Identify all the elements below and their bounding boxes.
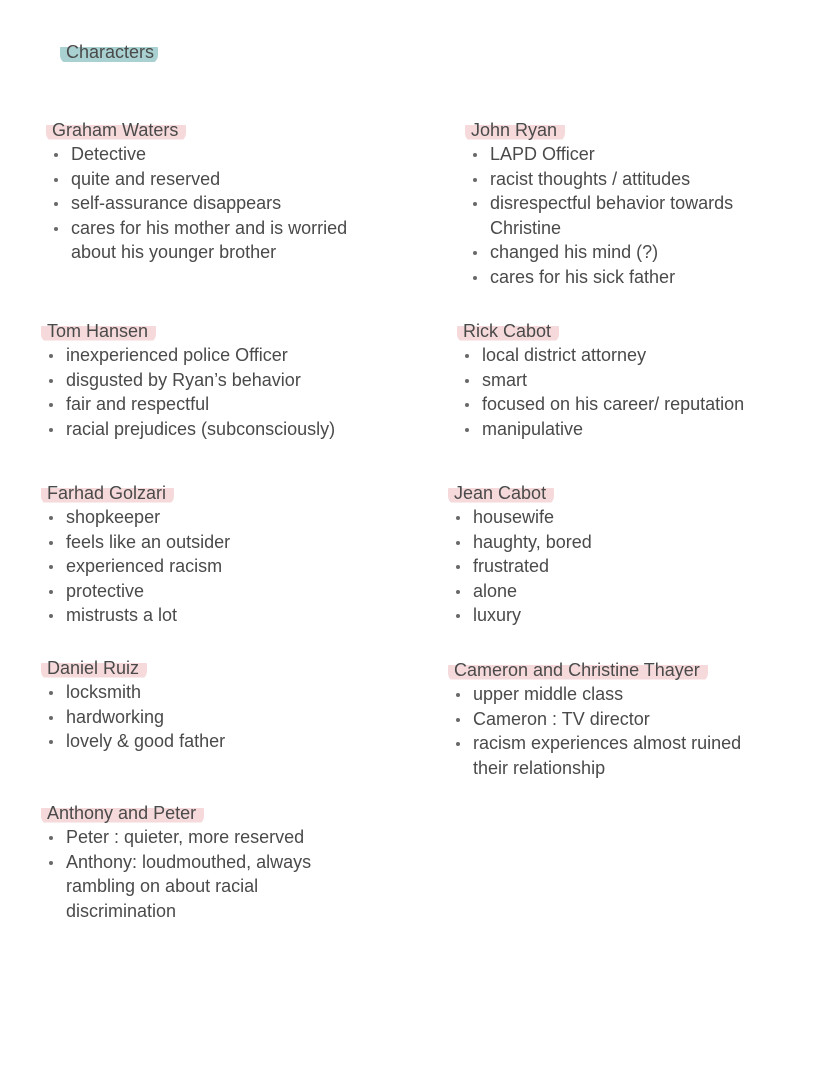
character-daniel-ruiz [47, 656, 377, 754]
character-name: Jean Cabot [448, 481, 554, 505]
trait-list [47, 825, 367, 923]
trait-item: LAPD Officer [471, 142, 781, 167]
trait-list [52, 142, 382, 265]
trait-item: racial prejudices (subconsciously) [47, 417, 407, 442]
character-name: Farhad Golzari [41, 481, 174, 505]
trait-item: shopkeeper [47, 505, 377, 530]
trait-item: upper middle class [454, 682, 744, 707]
trait-list [454, 505, 784, 628]
character-tom-hansen [47, 319, 407, 441]
character-graham-waters [52, 118, 382, 265]
trait-item: racism experiences almost ruined their relationship [454, 731, 744, 780]
character-john-ryan [471, 118, 781, 290]
character-name: John Ryan [465, 118, 565, 142]
trait-item: mistrusts a lot [47, 603, 377, 628]
trait-item: inexperienced police Officer [47, 343, 407, 368]
character-anthony-peter [47, 801, 367, 923]
character-rick-cabot [463, 319, 793, 441]
trait-item: cares for his mother and is worried about his younger brother [52, 216, 382, 265]
trait-list [454, 682, 744, 780]
trait-item: Anthony: loudmouthed, always rambling on about racial discrimination [47, 850, 367, 924]
character-name: Anthony and Peter [41, 801, 204, 825]
trait-item: Peter : quieter, more reserved [47, 825, 367, 850]
trait-item: self-assurance disappears [52, 191, 382, 216]
trait-item: hardworking [47, 705, 377, 730]
trait-item: smart [463, 368, 793, 393]
character-jean-cabot [454, 481, 784, 628]
trait-item: alone [454, 579, 784, 604]
trait-item: cares for his sick father [471, 265, 781, 290]
character-name: Cameron and Christine Thayer [448, 658, 708, 682]
trait-item: frustrated [454, 554, 784, 579]
trait-list [463, 343, 793, 441]
trait-item: lovely & good father [47, 729, 377, 754]
trait-list [47, 680, 377, 754]
trait-item: racist thoughts / attitudes [471, 167, 781, 192]
character-name: Tom Hansen [41, 319, 156, 343]
trait-item: disrespectful behavior towards Christine [471, 191, 781, 240]
trait-item: manipulative [463, 417, 793, 442]
trait-item: feels like an outsider [47, 530, 377, 555]
trait-item: changed his mind (?) [471, 240, 781, 265]
trait-item: protective [47, 579, 377, 604]
trait-item: Detective [52, 142, 382, 167]
trait-item: luxury [454, 603, 784, 628]
trait-item: focused on his career/ reputation [463, 392, 793, 417]
trait-item: quite and reserved [52, 167, 382, 192]
trait-item: fair and respectful [47, 392, 407, 417]
trait-item: local district attorney [463, 343, 793, 368]
trait-item: experienced racism [47, 554, 377, 579]
trait-item: haughty, bored [454, 530, 784, 555]
trait-list [47, 505, 377, 628]
character-name: Rick Cabot [457, 319, 559, 343]
trait-list [47, 343, 407, 441]
trait-item: disgusted by Ryan’s behavior [47, 368, 407, 393]
trait-list [471, 142, 781, 290]
character-cameron-christine-thayer [454, 658, 744, 780]
character-name: Daniel Ruiz [41, 656, 147, 680]
trait-item: housewife [454, 505, 784, 530]
page-title: Characters [60, 40, 158, 64]
trait-item: Cameron : TV director [454, 707, 744, 732]
character-farhad-golzari [47, 481, 377, 628]
character-name: Graham Waters [46, 118, 186, 142]
trait-item: locksmith [47, 680, 377, 705]
